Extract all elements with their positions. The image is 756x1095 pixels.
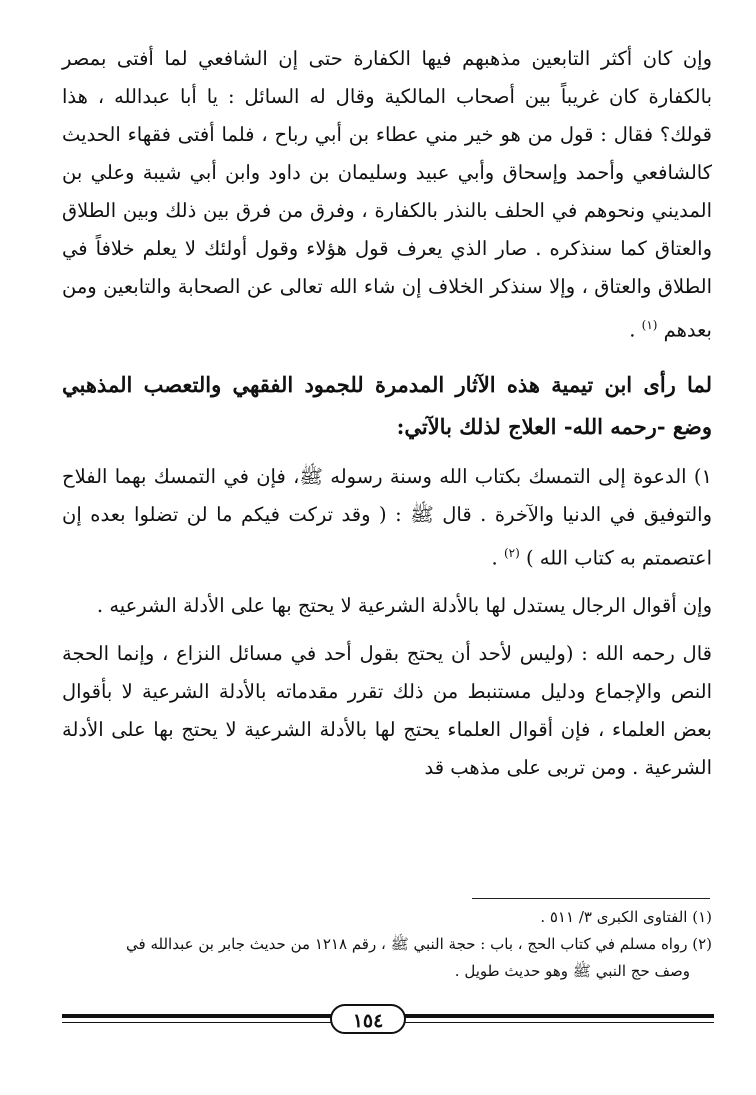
- paragraph-3: وإن أقوال الرجال يستدل لها بالأدلة الشرعية لا يحتج بها على الأدلة الشرعيه .: [96, 594, 712, 617]
- page-number: ١٥٤: [330, 1004, 406, 1034]
- paragraph-2-end: .: [491, 546, 504, 569]
- page-footer: [62, 1004, 714, 1034]
- footnote-2-line-2: وصف حج النبي ﷺ وهو حديث طويل .: [454, 962, 690, 980]
- footnote-1: (١) الفتاوى الكبرى ٣/ ٥١١ .: [540, 908, 712, 926]
- section-heading: لما رأى ابن تيمية هذه الآثار المدمرة للجمود الفقهي والتعصب المذهبي وضع -رحمه الله- العلاج لذلك بالآتي:: [62, 371, 712, 439]
- footnote-ref-2[interactable]: (٢): [503, 545, 520, 560]
- footnote-2-line-1: (٢) رواه مسلم في كتاب الحج ، باب : حجة النبي ﷺ ، رقم ١٢١٨ من حديث جابر بن عبدالله في: [126, 935, 712, 953]
- footnotes: [62, 904, 712, 985]
- main-text: [62, 30, 712, 793]
- paragraph-1: [62, 40, 712, 350]
- footnote-ref-1[interactable]: (١): [641, 318, 658, 332]
- paragraph-2-text: ١) الدعوة إلى التمسك بكتاب الله وسنة رسوله ﷺ، فإن في التمسك بهما الفلاح والتوفيق في الدنيا والآخرة . قال ﷺ : ( وقد تركت فيكم ما لن تضلوا بعده إن اعتصمتم به كتاب الله ): [62, 464, 712, 569]
- footnote-2: [62, 931, 712, 985]
- paragraph-1-end: .: [629, 318, 642, 342]
- paragraph-1-text: وإن كان أكثر التابعين مذهبهم فيها الكفارة حتى إن الشافعي لما أفتى بمصر بالكفارة كان غريباً بين أصحاب المالكية وقال له السائل : يا أبا عبدالله ، هذا قولك؟ فقال : قول من هو خير مني عطاء بن أبي رباح ، فلما أفتى فقهاء الحديث كالشافعي وأحمد وإسحاق وأبي عبيد وسليمان بن داود وابن أبي شيبة وعلي بن المديني ونحوهم في الحلف بالنذر بالكفارة ، وفرق من فرق بين ذلك وبين الطلاق والعتاق كما سنذكره . صار الذي يعرف قول هؤلاء وقول أولئك لا يعلم خلافاً في الطلاق والعتاق ، وإلا سنذكر الخلاف إن شاء الله تعالى عن الصحابة والتابعين ومن بعدهم: [62, 47, 712, 342]
- paragraph-4: قال رحمه الله : (وليس لأحد أن يحتج بقول أحد في مسائل النزاع ، وإنما الحجة النص والإجماع ودليل مستنبط من ذلك تقرر مقدماته بالأدلة الشرعية لا بأقوال بعض العلماء ، فإن أقوال العلماء يحتج لها بالأدلة الشرعية لا يحتج بها على الأدلة الشرعية . ومن تربى على مذهب قد: [62, 642, 712, 779]
- footnote-separator: [472, 898, 710, 899]
- paragraph-2: [62, 458, 712, 578]
